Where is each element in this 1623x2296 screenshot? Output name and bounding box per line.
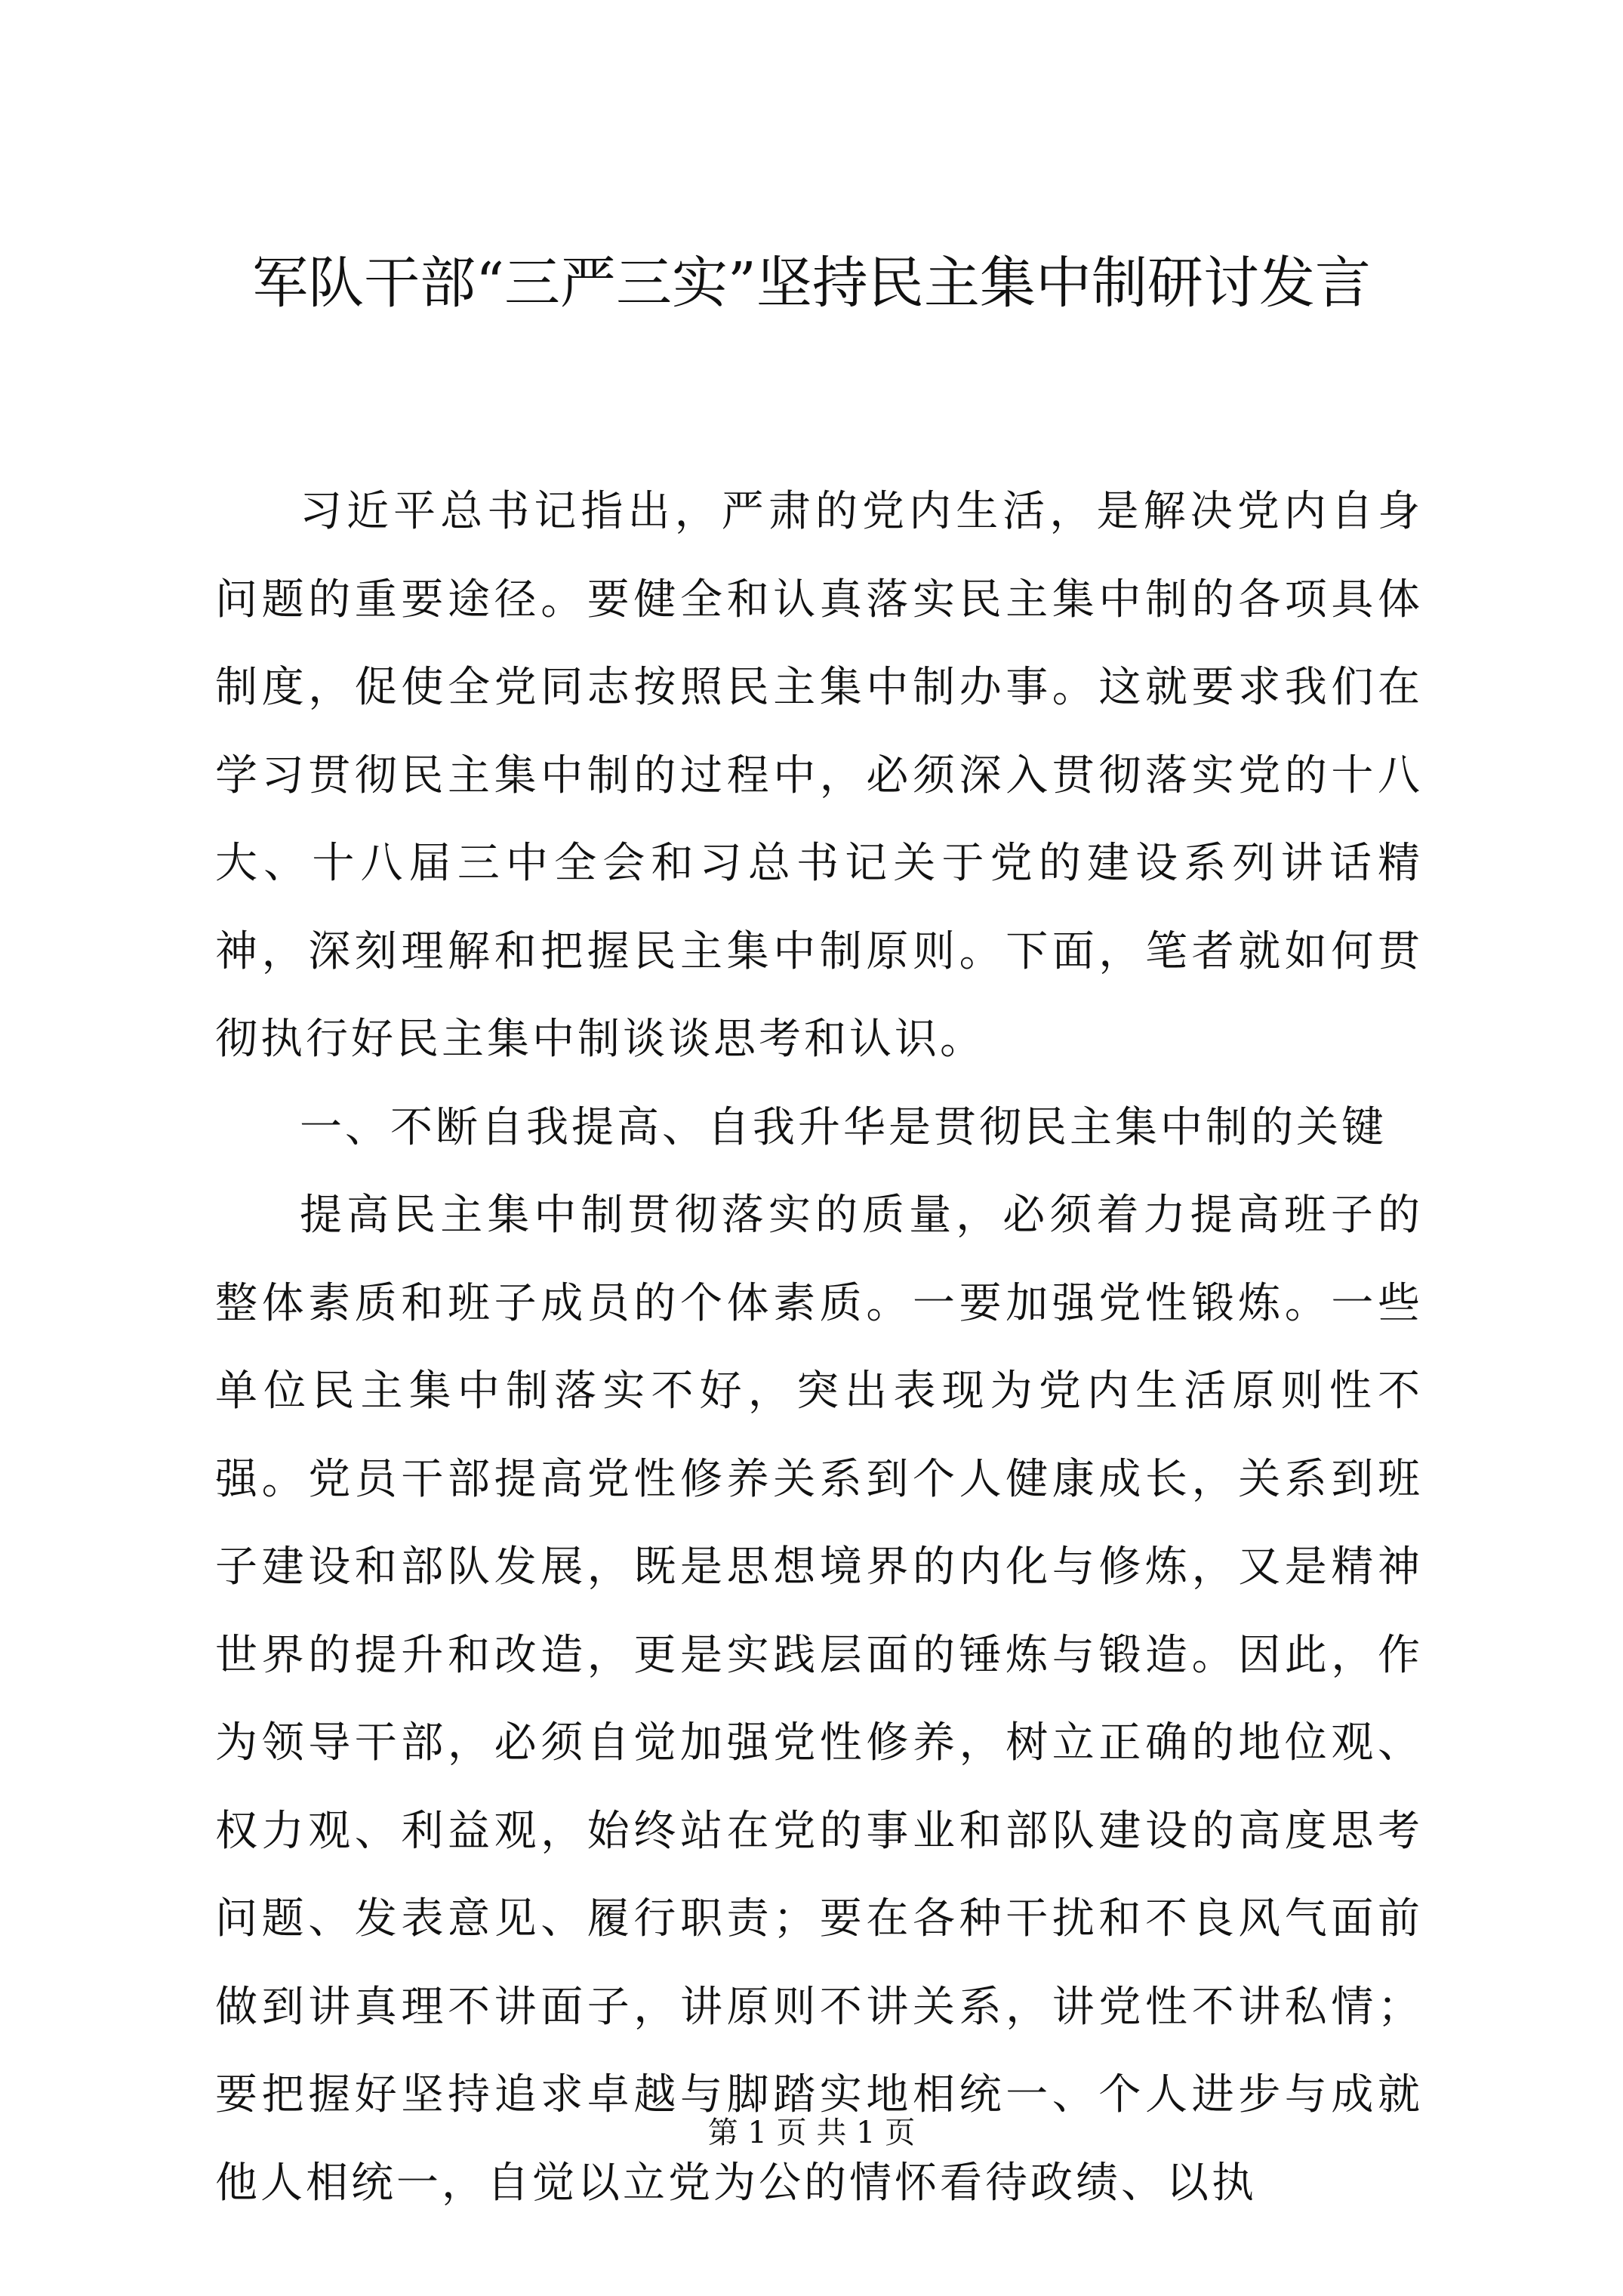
paragraph-intro: 习近平总书记指出，严肃的党内生活，是解决党内自身问题的重要途径。要健全和认真落实民主集中制的各项具体制度，促使全党同志按照民主集中制办事。这就要求我们在学习贯彻民主集中制的过程中，必须深入贯彻落实党的十八大、十八届三中全会和习总书记关于党的建设系列讲话精神，深刻理解和把握民主集中制原则。下面，笔者就如何贯彻执行好民主集中制谈谈思考和认识。 bbox=[215, 487, 1423, 1064]
page-footer: 第 1 页 共 1 页 bbox=[707, 2116, 916, 2150]
section-heading-1: 一、不断自我提高、自我升华是贯彻民主集中制的关键 bbox=[300, 1102, 1387, 1152]
document-title: 军队干部“三严三实”坚持民主集中制研讨发言 bbox=[252, 251, 1371, 316]
document-body bbox=[215, 468, 1423, 2227]
paragraph-section-1: 提高民主集中制贯彻落实的质量，必须着力提高班子的整体素质和班子成员的个体素质。一要加强党性锻炼。一些单位民主集中制落实不好，突出表现为党内生活原则性不强。党员干部提高党性修养关系到个人健康成长，关系到班子建设和部队发展，既是思想境界的内化与修炼，又是精神世界的提升和改造，更是实践层面的锤炼与锻造。因此，作为领导干部，必须自觉加强党性修养，树立正确的地位观、权力观、利益观，始终站在党的事业和部队建设的高度思考问题、发表意见、履行职责；要在各种干扰和不良风气面前做到讲真理不讲面子，讲原则不讲关系，讲党性不讲私情；要把握好坚持追求卓越与脚踏实地相统一、个人进步与成就他人相统一，自觉以立党为公的情怀看待政绩、以执 bbox=[215, 1191, 1423, 2208]
